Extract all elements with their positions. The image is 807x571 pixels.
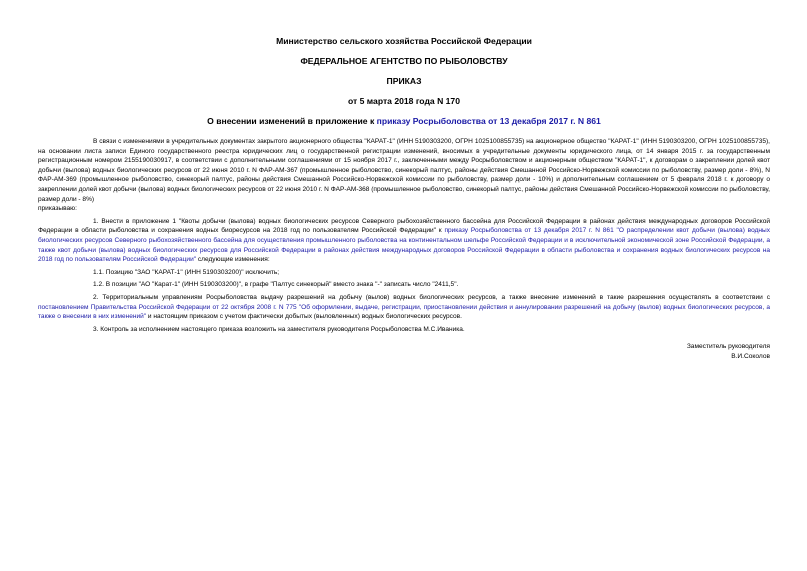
item-1-1-paragraph: 1.1. Позицию "ЗАО "КАРАТ-1" (ИНН 5190303200)" исключить;	[93, 268, 280, 276]
item-2-text: 2. Территориальным управлениям Росрыболовства выдачу разрешений на добычу (вылов) водных биологических ресурсов, а также внесение изменений в такие разрешения осуществлять в соответствии с	[93, 293, 770, 301]
document-body	[38, 137, 770, 334]
item-1-tail: следующие изменения:	[196, 256, 270, 264]
item-1-order-link[interactable]: приказу Росрыболовства от 13 декабря 2017 г. N 861 "О распределении квот добычи (вылова) водных биологических ресурсов Северного рыбохозяйственного бассейна для осуществления промышленного рыболовства на континентальном шельфе Российской Федерации и в исключительной экономической зоне Российской Федерации, а также квот добычи (вылова) водных биологических ресурсов для Российской Федерации в районах действия международных договоров Российской Федерации в области рыболовства и сохранения водных биологических ресурсов на 2018 год по пользователям Российской Федерации"	[38, 227, 770, 264]
ministry-heading: Министерство сельского хозяйства Российской Федерации	[276, 36, 532, 46]
agency-heading: ФЕДЕРАЛЬНОЕ АГЕНТСТВО ПО РЫБОЛОВСТВУ	[300, 56, 508, 66]
document-type-heading: ПРИКАЗ	[386, 76, 422, 86]
item-2-paragraph	[38, 293, 770, 322]
document-title	[38, 116, 770, 127]
title-prefix: О внесении изменений в приложение к	[207, 116, 377, 126]
preamble-paragraph: В связи с изменениями в учредительных документах закрытого акционерного общества "КАРАТ-1" (ИНН 5190303200, ОГРН 1025100855735) на акционерное общество "КАРАТ-1" (ИНН 5190303200, ОГРН 1025100855735), на основании листа записи Единого государственного реестра юридических лиц о государственной регистрации изменений, вносимых в учредительные документы юридического лица, от 14 января 2015 г. за государственным регистрационным номером 2155190030917, в соответствии с дополнительными соглашениями от 15 ноября 2017 г., заключенными между Росрыболовством и акционерным обществом "КАРАТ-1", к договорам о закреплении долей квот добычи (вылова) водных биологических ресурсов от 22 июня 2010 г. N ФАР-АМ-367 (промышленное рыболовство, синекорый палтус, районы действия Смешанной Российско-Норвежской комиссии по рыболовству, размер доли - 8%), N ФАР-АМ-369 (промышленное рыболовство, синекорый палтус, районы действия Смешанной Российско-Норвежской комиссии по рыболовству, размер доли - 10%) и дополнительным соглашением от 5 февраля 2018 г. к договору о закреплении долей квот добычи (вылова) водных биологических ресурсов от 22 июня 2010 г. N ФАР-АМ-368 (промышленное рыболовство, синекорый палтус, районы действия Смешанной Российско-Норвежской комиссии по рыболовству, размер доли - 8%)	[38, 138, 770, 203]
signatory-name: В.И.Соколов	[731, 352, 770, 360]
item-2-resolution-link[interactable]: постановлением Правительства Российской Федерации от 22 октября 2008 г. N 775 "Об оформлении, выдаче, регистрации, приостановлении действия и аннулировании разрешений на добычу (вылов) водных биологических ресурсов, а также о внесении в них изменений"	[38, 303, 770, 321]
order-word: приказываю:	[38, 205, 77, 213]
item-1-text: 1. Внести в приложение 1 "Квоты добычи (вылова) водных биологических ресурсов Северного рыбохозяйственного бассейна для Российской Федерации в районах действия международных договоров Российской Федерации в области рыболовства и сохранения водных биоресурсов на 2018 год по пользователям Российской Федерации" к	[38, 217, 770, 235]
item-2-tail: и настоящим приказом с учетом фактически добытых (выловленных) водных биологических ресурсов.	[146, 313, 462, 321]
signature-block	[38, 342, 770, 361]
item-1-paragraph	[38, 217, 770, 265]
item-1-2-paragraph: 1.2. В позиции "АО "Карат-1" (ИНН 5190303200)", в графе "Палтус синекорый" вместо знака "-" записать число "2411,5".	[93, 281, 459, 289]
document-page	[38, 36, 770, 361]
title-order-link[interactable]: приказу Росрыболовства от 13 декабря 2017 г. N 861	[376, 116, 601, 126]
date-number-heading: от 5 марта 2018 года N 170	[348, 96, 460, 106]
signatory-position: Заместитель руководителя	[686, 343, 770, 351]
item-3-paragraph: 3. Контроль за исполнением настоящего приказа возложить на заместителя руководителя Росрыболовства М.С.Иваника.	[93, 325, 465, 333]
